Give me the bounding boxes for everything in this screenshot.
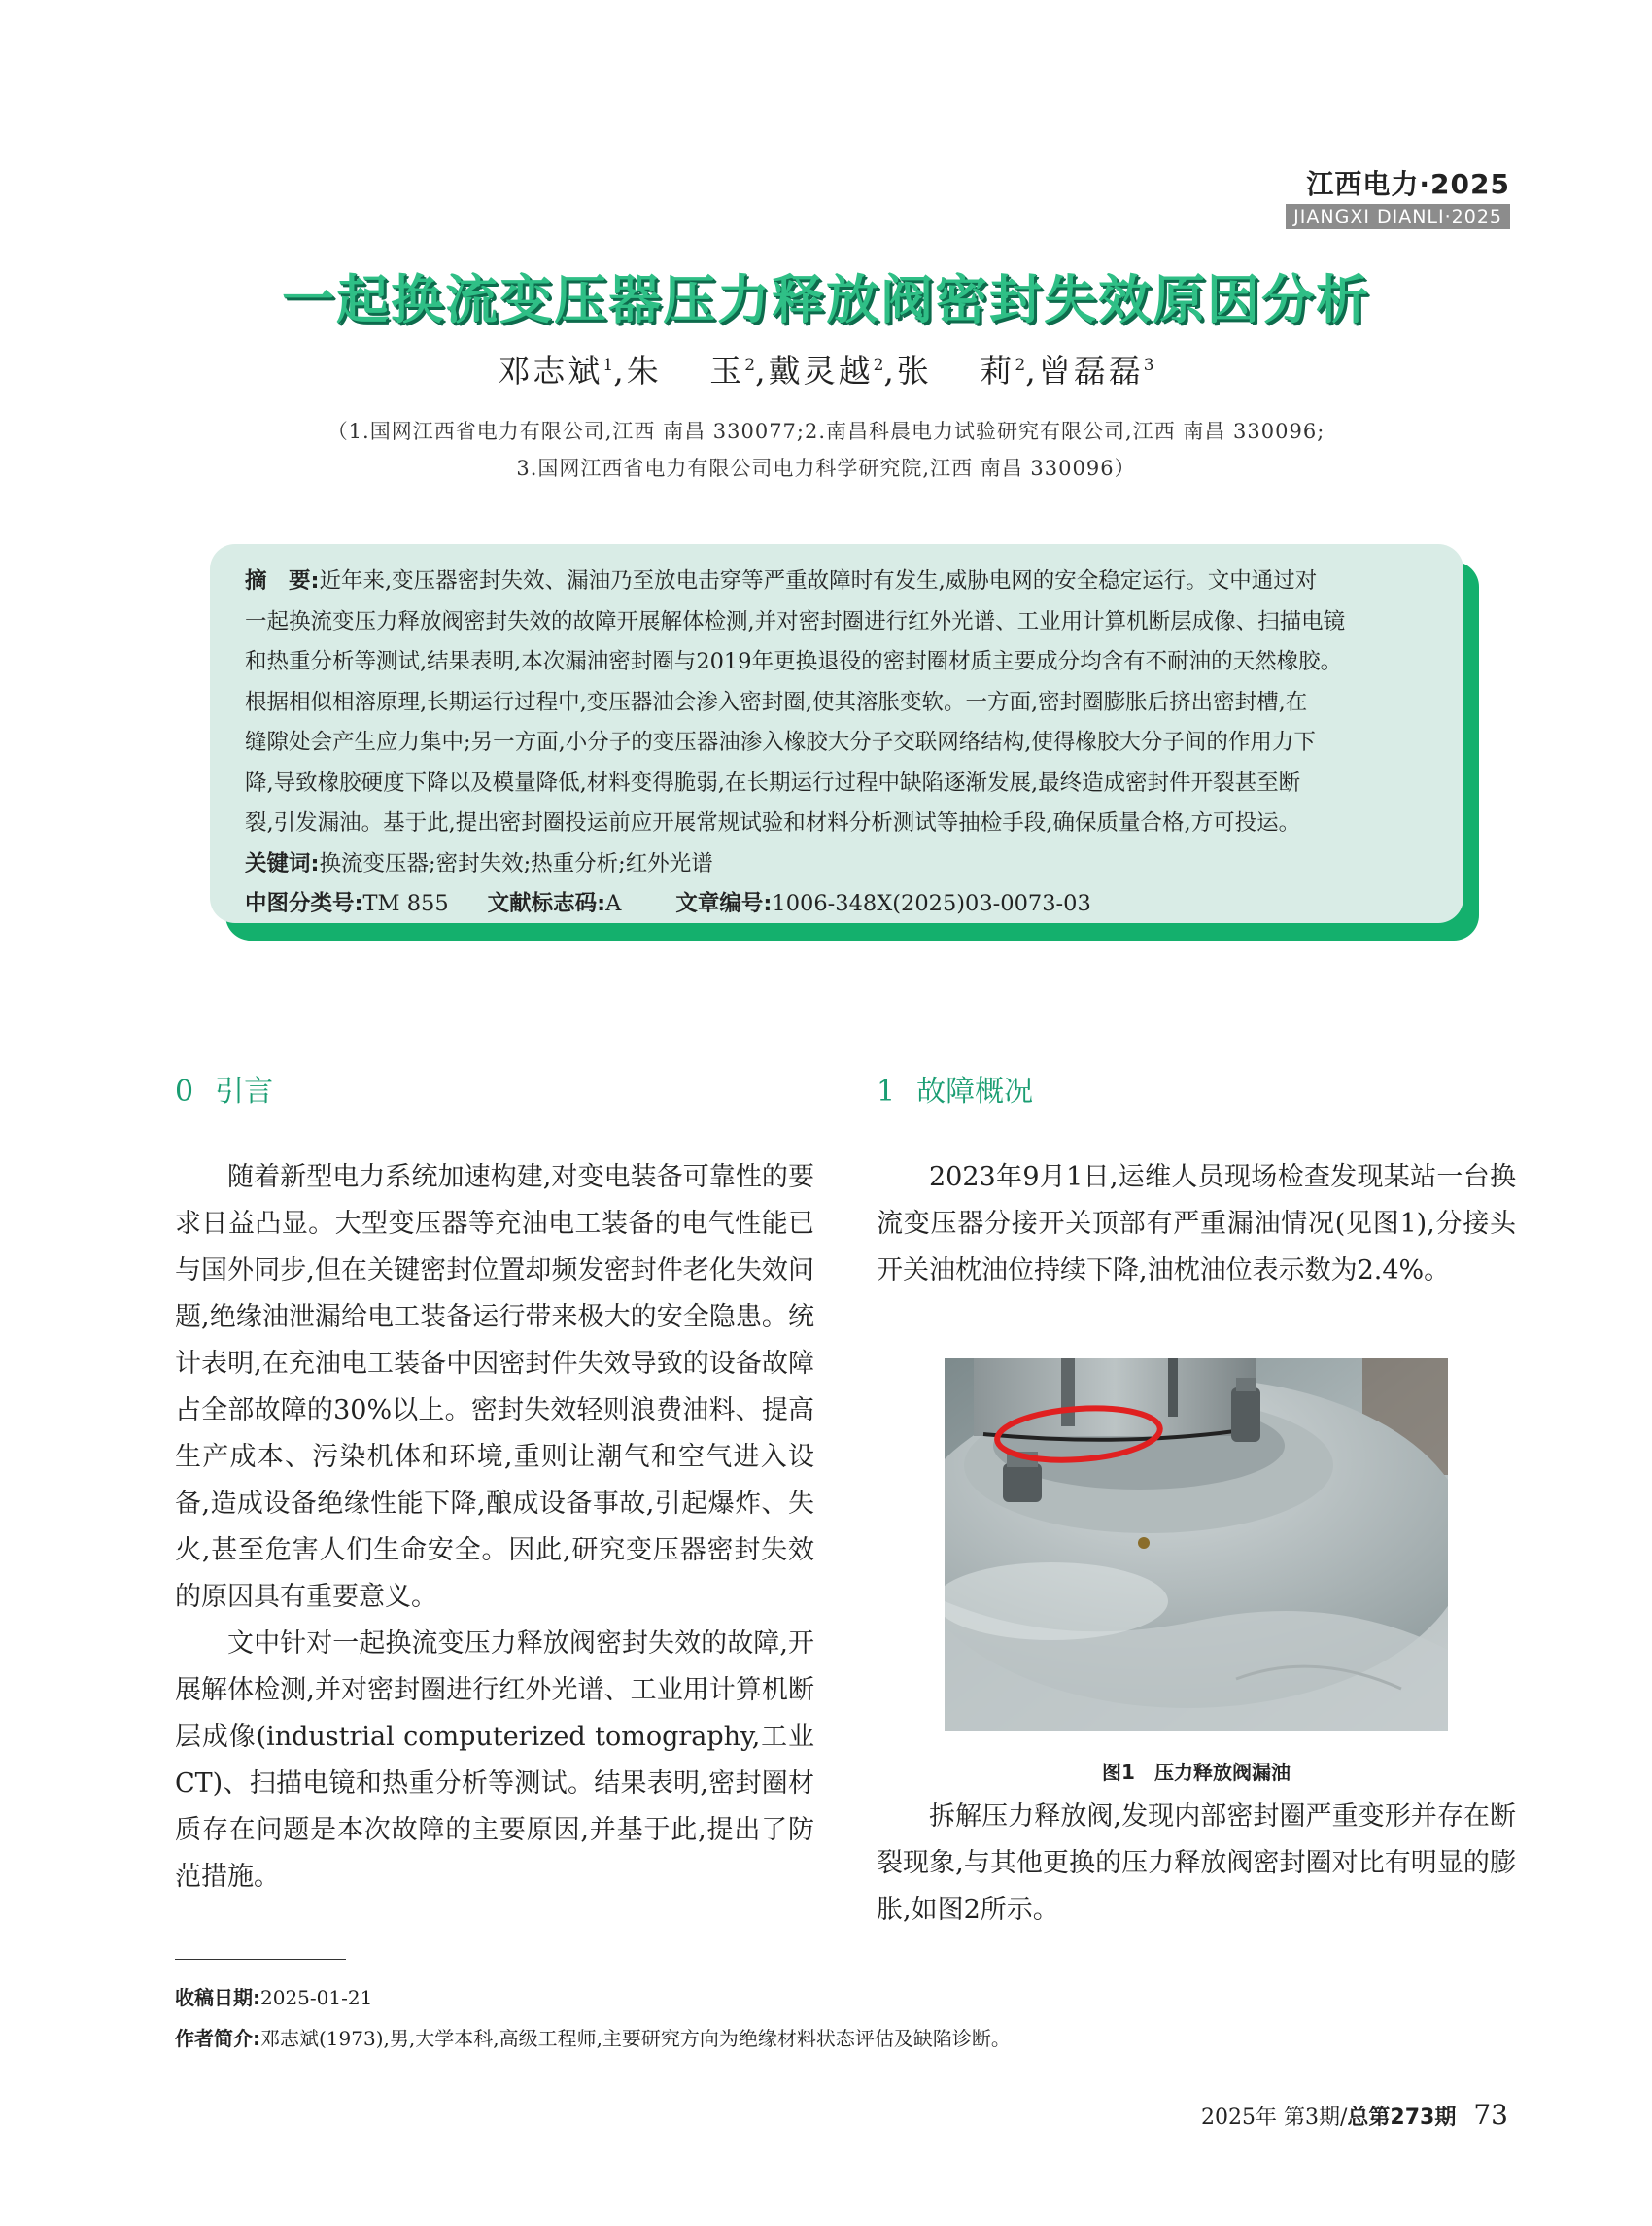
paragraph: 随着新型电力系统加速构建,对变电装备可靠性的要求日益凸显。大型变压器等充油电工装备的电气性能已与国外同步,但在关键密封位置却频发密封件老化失效问题,绝缘油泄漏给电工装备运行带来极大的安全隐患。统计表明,在充油电工装备中因密封件失效导致的设备故障占全部故障的30%以上。密封失效轻则浪费油料、提高生产成本、污染机体和环境,重则让潮气和空气进入设备,造成设备绝缘性能下降,酿成设备事故,引起爆炸、失火,甚至危害人们生命安全。因此,研究变压器密封失效的原因具有重要意义。: [175, 1162, 814, 1612]
author-affil-mark: 2: [1015, 356, 1026, 375]
abstract-line: 降,导致橡胶硬度下降以及模量降低,材料变得脆弱,在长期运行过程中缺陷逐渐发展,最终造成密封件开裂甚至断: [245, 770, 1301, 796]
author-name: 朱 玉: [626, 352, 745, 390]
right-column: [877, 1154, 1516, 1294]
issue-total: 总第273期: [1347, 2106, 1457, 2130]
section-number: 1: [877, 1075, 896, 1109]
received-date: [175, 1982, 372, 2010]
abstract-line: 一起换流变压力释放阀密封失效的故障开展解体检测,并对密封圈进行红外光谱、工业用计算机断层成像、扫描电镜: [245, 608, 1346, 634]
section-title: 故障概况: [916, 1075, 1034, 1109]
article-no-label: 文章编号:: [675, 891, 773, 916]
abstract-content: [245, 562, 1432, 925]
author-affil-mark: 2: [744, 356, 756, 375]
received-label: 收稿日期:: [175, 1986, 260, 2009]
author-name: 戴灵越: [768, 352, 874, 390]
author-name: 张 莉: [896, 352, 1015, 390]
section-title: 引言: [215, 1075, 274, 1109]
section-number: 0: [175, 1075, 194, 1109]
doc-code-label: 文献标志码:: [487, 891, 606, 916]
author-name: 邓志斌: [498, 352, 603, 390]
section-heading-introduction: [175, 1067, 273, 1110]
article-no-value: 1006-348X(2025)03-0073-03: [772, 891, 1091, 916]
journal-name: 江西电力·2025: [1306, 168, 1510, 200]
affiliation-line: （1.国网江西省电力有限公司,江西 南昌 330077;2.南昌科晨电力试验研究有限公司,江西 南昌 330096;: [327, 420, 1325, 443]
affiliation-line: 3.国网江西省电力有限公司电力科学研究院,江西 南昌 330096）: [516, 457, 1136, 480]
page-footer: [1201, 2099, 1508, 2131]
author-affil-mark: 3: [1143, 356, 1154, 375]
page-number: 73: [1473, 2099, 1508, 2131]
paragraph: 2023年9月1日,运维人员现场检查发现某站一台换流变压器分接开关顶部有严重漏油情况(见图1),分接头开关油枕油位持续下降,油枕油位表示数为2.4%。: [877, 1162, 1516, 1285]
abstract-text: 近年来,变压器密封失效、漏油乃至放电击穿等严重故障时有发生,威胁电网的安全稳定运行。文中通过对: [319, 568, 1318, 594]
abstract-line: 缝隙处会产生应力集中;另一方面,小分子的变压器油渗入橡胶大分子交联网络结构,使得橡胶大分子间的作用力下: [245, 730, 1316, 755]
received-value: 2025-01-21: [260, 1986, 373, 2009]
author-affil-mark: 1: [602, 356, 614, 375]
author-bio: [175, 2023, 1011, 2051]
abstract-line: [245, 562, 1432, 602]
abstract-line: 和热重分析等测试,结果表明,本次漏油密封圈与2019年更换退役的密封圈材质主要成分均含有不耐油的天然橡胶。: [245, 649, 1343, 674]
author-affil-mark: 2: [873, 356, 884, 375]
author-list: 邓志斌$^1$,朱 玉$^2$,戴灵越$^2$,张 莉$^2$,曾磊磊$^3$: [498, 352, 1154, 390]
keywords: [245, 844, 1432, 885]
left-column: [175, 1154, 814, 1901]
figure-1-photo: [945, 1358, 1448, 1731]
keywords-label: 关键词:: [245, 850, 320, 876]
section-heading-fault-overview: [877, 1067, 1033, 1110]
right-column-continued: [877, 1794, 1516, 1934]
valve-photo-illustration: [945, 1358, 1448, 1731]
paper-title: 一起换流变压器压力释放阀密封失效原因分析: [282, 269, 1370, 330]
journal-name-english: JIANGXI DIANLI·2025: [1286, 204, 1510, 229]
abstract-label: 摘 要:: [245, 568, 320, 594]
classification-line: [245, 884, 1432, 925]
paragraph: 文中针对一起换流变压力释放阀密封失效的故障,开展解体检测,并对密封圈进行红外光谱、工业用计算机断层成像(industrial computerized tomography,工业CT)、扫描电镜和热重分析等测试。结果表明,密封圈材质存在问题是本次故障的主要原因,并基于此,提出了防范措施。: [175, 1628, 814, 1892]
figure-caption: 图1 压力释放阀漏油: [1102, 1761, 1291, 1784]
footnote-divider: [175, 1959, 346, 1960]
bio-text: 邓志斌(1973),男,大学本科,高级工程师,主要研究方向为绝缘材料状态评估及缺陷诊断。: [260, 2027, 1011, 2050]
doc-code-value: A: [605, 891, 622, 916]
clc-label: 中图分类号:: [245, 891, 363, 916]
clc-value: TM 855: [362, 891, 449, 916]
keywords-text: 换流变压器;密封失效;热重分析;红外光谱: [319, 850, 713, 876]
bio-label: 作者简介:: [175, 2027, 260, 2050]
abstract-line: 根据相似相溶原理,长期运行过程中,变压器油会渗入密封圈,使其溶胀变软。一方面,密封圈膨胀后挤出密封槽,在: [245, 689, 1308, 715]
paragraph: 拆解压力释放阀,发现内部密封圈严重变形并存在断裂现象,与其他更换的压力释放阀密封圈对比有明显的膨胀,如图2所示。: [877, 1801, 1516, 1925]
issue-info: 2025年 第3期/: [1201, 2106, 1348, 2130]
author-name: 曾磊磊: [1038, 352, 1144, 390]
abstract-line: 裂,引发漏油。基于此,提出密封圈投运前应开展常规试验和材料分析测试等抽检手段,确保质量合格,方可投运。: [245, 810, 1301, 836]
